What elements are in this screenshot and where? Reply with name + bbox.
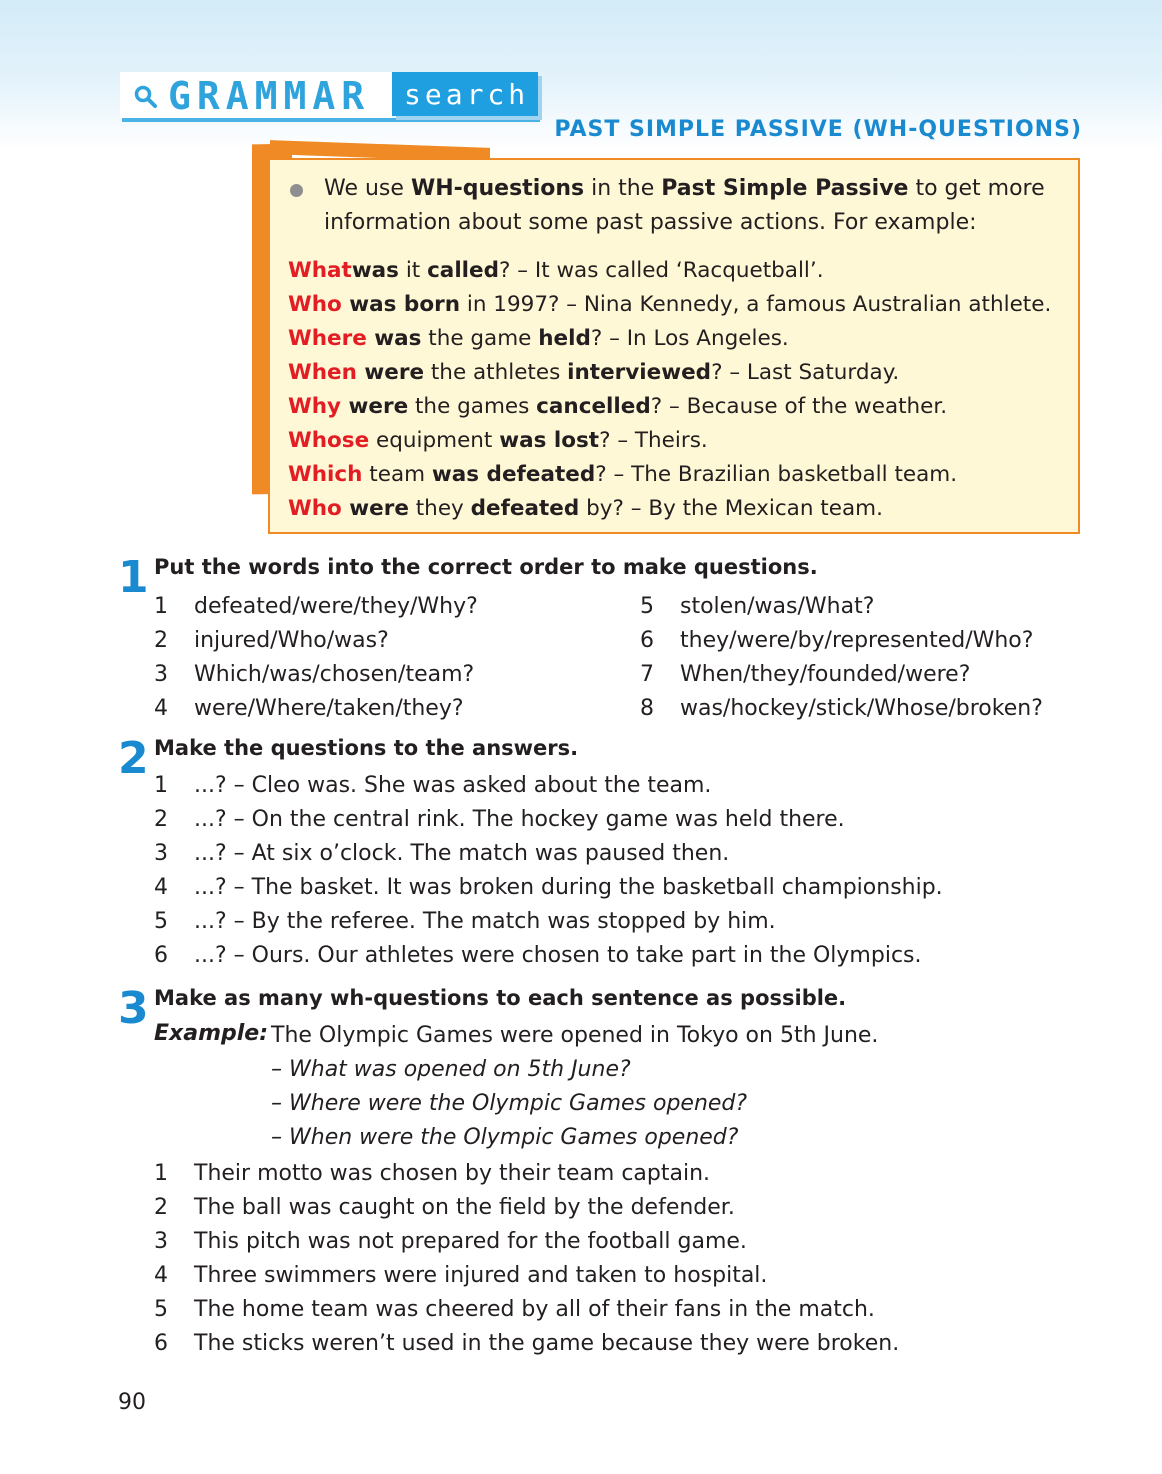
item-text: was/hockey/stick/Whose/broken? xyxy=(680,696,1043,721)
item-number: 1 xyxy=(154,594,168,619)
intro-term: Past Simple Passive xyxy=(661,176,909,201)
list-item xyxy=(640,660,970,690)
item-text: The home team was cheered by all of their fans in the match. xyxy=(194,1297,875,1322)
passive-verb-part: were xyxy=(356,360,425,385)
item-text: defeated/were/they/Why? xyxy=(194,594,478,619)
item-number: 5 xyxy=(154,909,168,934)
item-text: The ball was caught on the field by the defender. xyxy=(194,1195,735,1220)
list-item xyxy=(640,694,1043,724)
list-item xyxy=(154,805,845,835)
example-text: ? – In Los Angeles. xyxy=(590,326,789,351)
example-text: they xyxy=(408,496,471,521)
wh-word: Whose xyxy=(288,428,370,453)
wh-word: Why xyxy=(288,394,342,419)
wh-word: Who xyxy=(288,292,342,317)
wh-word: Where xyxy=(288,326,367,351)
example-answer: – When were the Olympic Games opened? xyxy=(271,1125,739,1150)
passive-verb-part: called xyxy=(427,258,500,283)
passive-verb-part: was xyxy=(366,326,422,351)
bullet-icon xyxy=(290,184,303,197)
badge-underline xyxy=(122,118,540,122)
example-text: by? – By the Mexican team. xyxy=(579,496,883,521)
list-item xyxy=(154,660,474,690)
rule-example-line xyxy=(288,288,1078,322)
item-text: were/Where/taken/they? xyxy=(194,696,464,721)
item-text: stolen/was/What? xyxy=(680,594,875,619)
grammar-search-badge xyxy=(120,72,538,122)
rule-box xyxy=(268,158,1080,534)
list-item xyxy=(154,1193,735,1223)
item-text: ...? – On the central rink. The hockey game was held there. xyxy=(194,807,845,832)
wh-word: Which xyxy=(288,462,363,487)
passive-verb-part: was lost xyxy=(499,428,600,453)
example-text: the athletes xyxy=(424,360,568,385)
badge-word: GRAMMAR xyxy=(168,74,371,118)
exercise-number: 3 xyxy=(118,983,149,1034)
section-title: PAST SIMPLE PASSIVE (WH-QUESTIONS) xyxy=(554,117,1082,142)
item-text: This pitch was not prepared for the football game. xyxy=(194,1229,747,1254)
example-text: in 1997? – Nina Kennedy, a famous Australian athlete. xyxy=(460,292,1052,317)
wh-word: What xyxy=(288,258,352,283)
passive-verb-part: were xyxy=(341,394,409,419)
list-item xyxy=(640,626,1033,656)
item-text: ...? – Cleo was. She was asked about the team. xyxy=(194,773,712,798)
example-answer: – Where were the Olympic Games opened? xyxy=(271,1091,748,1116)
passive-verb-part: was defeated xyxy=(431,462,596,487)
example-text: ? – It was called ‘Racquetball’. xyxy=(499,258,824,283)
list-item xyxy=(154,1227,747,1257)
exercise-instruction: Make as many wh-questions to each sentence as possible. xyxy=(154,986,847,1010)
item-number: 8 xyxy=(640,696,654,721)
item-number: 5 xyxy=(154,1297,168,1322)
page-number: 90 xyxy=(118,1390,146,1415)
intro-text: to get more information about some past passive actions. For example: xyxy=(324,176,1045,235)
rule-examples xyxy=(288,254,1078,526)
list-item xyxy=(640,592,874,622)
rule-example-line xyxy=(288,254,1078,288)
item-number: 2 xyxy=(154,628,168,653)
example-text: ? – The Brazilian basketball team. xyxy=(595,462,958,487)
example-sentence: The Olympic Games were opened in Tokyo on 5th June. xyxy=(271,1023,879,1048)
list-item xyxy=(154,1261,767,1291)
rule-example-line xyxy=(288,390,1078,424)
exercise-number: 1 xyxy=(118,552,149,603)
exercise-instruction: Make the questions to the answers. xyxy=(154,736,579,760)
list-item xyxy=(154,873,943,903)
item-number: 3 xyxy=(154,662,168,687)
intro-term: WH-questions xyxy=(410,176,585,201)
item-number: 2 xyxy=(154,1195,168,1220)
item-text: ...? – By the referee. The match was stopped by him. xyxy=(194,909,776,934)
example-text: it xyxy=(398,258,428,283)
list-item xyxy=(154,1329,899,1359)
rule-example-line xyxy=(288,492,1078,526)
intro-text: We use xyxy=(324,176,411,201)
example-label: Example: xyxy=(154,1021,268,1046)
item-number: 2 xyxy=(154,807,168,832)
item-number: 4 xyxy=(154,696,168,721)
list-item xyxy=(154,771,711,801)
item-number: 6 xyxy=(154,943,168,968)
wh-word: When xyxy=(288,360,357,385)
passive-verb-part: held xyxy=(538,326,591,351)
rule-example-line xyxy=(288,356,1078,390)
item-number: 6 xyxy=(154,1331,168,1356)
item-number: 4 xyxy=(154,1263,168,1288)
example-text: ? – Because of the weather. xyxy=(650,394,948,419)
passive-verb-part: cancelled xyxy=(536,394,651,419)
wh-word: Who xyxy=(288,496,342,521)
passive-verb-part: interviewed xyxy=(567,360,712,385)
item-text: The sticks weren’t used in the game because they were broken. xyxy=(194,1331,900,1356)
list-item xyxy=(154,941,922,971)
example-text: ? – Theirs. xyxy=(599,428,708,453)
exercise-number: 2 xyxy=(118,733,149,784)
example-text: the game xyxy=(421,326,539,351)
item-text: Which/was/chosen/team? xyxy=(194,662,475,687)
passive-verb-part: was xyxy=(351,258,399,283)
passive-verb-part: were xyxy=(341,496,409,521)
intro-text: in the xyxy=(584,176,662,201)
badge-search-box xyxy=(392,72,538,116)
item-text: Their motto was chosen by their team captain. xyxy=(194,1161,711,1186)
passive-verb-part: was born xyxy=(341,292,461,317)
item-number: 4 xyxy=(154,875,168,900)
example-text: team xyxy=(362,462,432,487)
example-text: the games xyxy=(408,394,537,419)
item-text: When/they/founded/were? xyxy=(680,662,971,687)
example-answer: – What was opened on 5th June? xyxy=(271,1057,631,1082)
list-item xyxy=(154,694,464,724)
list-item xyxy=(154,839,729,869)
item-text: they/were/by/represented/Who? xyxy=(680,628,1034,653)
item-number: 7 xyxy=(640,662,654,687)
item-text: injured/Who/was? xyxy=(194,628,389,653)
list-item xyxy=(154,1159,710,1189)
rule-example-line xyxy=(288,322,1078,356)
item-number: 3 xyxy=(154,841,168,866)
list-item xyxy=(154,907,776,937)
list-item xyxy=(154,626,389,656)
item-text: ...? – The basket. It was broken during the basketball championship. xyxy=(194,875,943,900)
rule-example-line xyxy=(288,424,1078,458)
rule-example-line xyxy=(288,458,1078,492)
exercise-instruction: Put the words into the correct order to make questions. xyxy=(154,555,818,579)
example-text: ? – Last Saturday. xyxy=(711,360,900,385)
rule-intro xyxy=(324,172,1064,240)
item-number: 5 xyxy=(640,594,654,619)
item-text: Three swimmers were injured and taken to hospital. xyxy=(194,1263,768,1288)
badge-search-label: search xyxy=(404,78,530,111)
list-item xyxy=(154,1295,875,1325)
item-number: 1 xyxy=(154,1161,168,1186)
magnifier-icon xyxy=(133,84,157,108)
item-text: ...? – At six o’clock. The match was paused then. xyxy=(194,841,730,866)
list-item xyxy=(154,592,478,622)
example-text: equipment xyxy=(369,428,500,453)
item-number: 6 xyxy=(640,628,654,653)
passive-verb-part: defeated xyxy=(470,496,580,521)
item-number: 1 xyxy=(154,773,168,798)
item-text: ...? – Ours. Our athletes were chosen to take part in the Olympics. xyxy=(194,943,922,968)
item-number: 3 xyxy=(154,1229,168,1254)
